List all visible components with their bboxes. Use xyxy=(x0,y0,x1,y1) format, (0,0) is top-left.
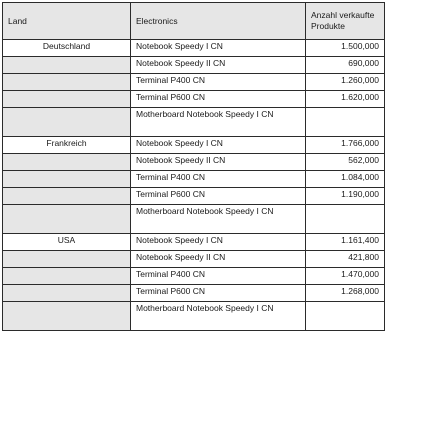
cell-product: Terminal P600 CN xyxy=(131,188,306,205)
table-row xyxy=(3,205,385,234)
cell-count: 1.084,000 xyxy=(306,171,385,188)
column-header-land: Land xyxy=(3,3,131,40)
cell-count: 1.470,000 xyxy=(306,268,385,285)
table-row xyxy=(3,251,385,268)
table-row xyxy=(3,285,385,302)
cell-land xyxy=(3,171,131,188)
table-body xyxy=(3,40,385,331)
cell-land: Frankreich xyxy=(3,137,131,154)
cell-land: Deutschland xyxy=(3,40,131,57)
cell-count: 421,800 xyxy=(306,251,385,268)
table-header-row xyxy=(3,3,385,40)
cell-count xyxy=(306,205,385,234)
cell-product: Notebook Speedy I CN xyxy=(131,40,306,57)
cell-product: Motherboard Notebook Speedy I CN xyxy=(131,302,306,331)
table-row xyxy=(3,108,385,137)
cell-count: 1.620,000 xyxy=(306,91,385,108)
table-row xyxy=(3,268,385,285)
cell-land xyxy=(3,205,131,234)
cell-count: 1.190,000 xyxy=(306,188,385,205)
cell-product: Notebook Speedy I CN xyxy=(131,234,306,251)
cell-count: 562,000 xyxy=(306,154,385,171)
table-row xyxy=(3,154,385,171)
cell-count: 1.500,000 xyxy=(306,40,385,57)
cell-land xyxy=(3,154,131,171)
table-row xyxy=(3,91,385,108)
cell-land xyxy=(3,74,131,91)
cell-product: Motherboard Notebook Speedy I CN xyxy=(131,108,306,137)
cell-product: Notebook Speedy II CN xyxy=(131,251,306,268)
table-row xyxy=(3,234,385,251)
cell-land xyxy=(3,108,131,137)
cell-land xyxy=(3,268,131,285)
cell-land xyxy=(3,57,131,74)
cell-count: 1.161,400 xyxy=(306,234,385,251)
table-row xyxy=(3,57,385,74)
cell-land xyxy=(3,188,131,205)
cell-count: 1.268,000 xyxy=(306,285,385,302)
cell-count: 1.766,000 xyxy=(306,137,385,154)
cell-product: Terminal P600 CN xyxy=(131,285,306,302)
table-row xyxy=(3,188,385,205)
sales-table xyxy=(2,2,385,331)
cell-count xyxy=(306,302,385,331)
column-header-count: Anzahl verkaufte Produkte xyxy=(306,3,385,40)
table-row xyxy=(3,171,385,188)
table-row xyxy=(3,74,385,91)
table-row xyxy=(3,137,385,154)
cell-product: Notebook Speedy I CN xyxy=(131,137,306,154)
cell-product: Notebook Speedy II CN xyxy=(131,154,306,171)
table-row xyxy=(3,302,385,331)
cell-product: Motherboard Notebook Speedy I CN xyxy=(131,205,306,234)
cell-land xyxy=(3,91,131,108)
cell-count: 1.260,000 xyxy=(306,74,385,91)
cell-land xyxy=(3,285,131,302)
cell-product: Terminal P600 CN xyxy=(131,91,306,108)
cell-product: Terminal P400 CN xyxy=(131,74,306,91)
cell-product: Terminal P400 CN xyxy=(131,171,306,188)
cell-product: Terminal P400 CN xyxy=(131,268,306,285)
cell-land xyxy=(3,251,131,268)
cell-count: 690,000 xyxy=(306,57,385,74)
column-header-product: Electronics xyxy=(131,3,306,40)
table-row xyxy=(3,40,385,57)
cell-count xyxy=(306,108,385,137)
cell-land xyxy=(3,302,131,331)
cell-land: USA xyxy=(3,234,131,251)
cell-product: Notebook Speedy II CN xyxy=(131,57,306,74)
